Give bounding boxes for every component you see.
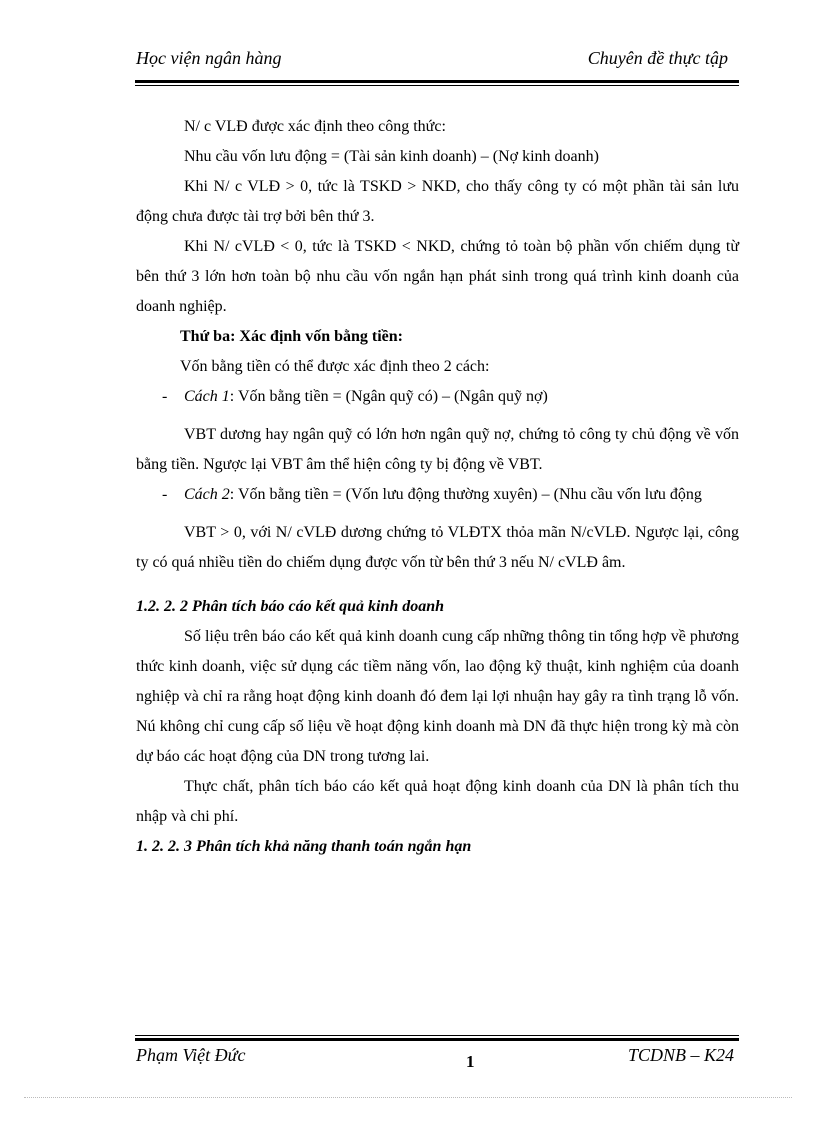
page-bottom-dotted-line: [24, 1097, 792, 1098]
footer-rule-thin: [135, 1035, 739, 1036]
section-heading: 1. 2. 2. 3 Phân tích khả năng thanh toán ngắn hạn: [136, 838, 472, 855]
header-right: Chuyên đề thực tập: [587, 48, 728, 68]
paragraph: Khi N/ cVLĐ < 0, tức là TSKD < NKD, chứng tỏ toàn bộ phần vốn chiếm dụng từ bên thứ 3 lớn hơn toàn bộ nhu cầu vốn ngắn hạn phát sinh trong quá trình kinh doanh của doanh nghiệp.: [136, 238, 739, 315]
section-heading: 1.2. 2. 2 Phân tích báo cáo kết quả kinh doanh: [136, 598, 445, 615]
header-rule-thick: [135, 80, 739, 83]
paragraph: N/ c VLĐ được xác định theo công thức:: [184, 118, 446, 135]
paragraph: Vốn bằng tiền có thể được xác định theo 2 cách:: [180, 358, 490, 375]
page-number: 1: [466, 1052, 475, 1071]
paragraph: Thực chất, phân tích báo cáo kết quả hoạt động kinh doanh của DN là phân tích thu nhập và chi phí.: [136, 778, 739, 825]
footer-left: Phạm Việt Đức: [136, 1045, 246, 1065]
list-item-cach-2: [136, 480, 739, 510]
cach-1-label: Cách 1: [184, 388, 230, 405]
paragraph: Khi N/ c VLĐ > 0, tức là TSKD > NKD, cho thấy công ty có một phần tài sản lưu động chưa được tài trợ bởi bên thứ 3.: [136, 178, 739, 225]
paragraph: VBT > 0, với N/ cVLĐ dương chứng tỏ VLĐTX thỏa mãn N/cVLĐ. Ngược lại, công ty có quá nhiều tiền do chiếm dụng được vốn từ bên thứ 3 nếu N/ cVLĐ âm.: [136, 524, 739, 571]
body-text: [136, 112, 739, 862]
paragraph: Nhu cầu vốn lưu động = (Tài sản kinh doanh) – (Nợ kinh doanh): [184, 148, 599, 165]
list-dash: -: [162, 388, 168, 405]
list-item-cach-1: [136, 382, 739, 412]
paragraph: VBT dương hay ngân quỹ có lớn hơn ngân quỹ nợ, chứng tỏ công ty chủ động về vốn bằng tiền. Ngược lại VBT âm thể hiện công ty bị động về VBT.: [136, 426, 739, 473]
cach-2-text: : Vốn bằng tiền = (Vốn lưu động thường xuyên) – (Nhu cầu vốn lưu động: [229, 486, 702, 503]
footer-rule-thick: [135, 1038, 739, 1041]
header-left: Học viện ngân hàng: [136, 48, 282, 68]
cach-1-text: : Vốn bằng tiền = (Ngân quỹ có) – (Ngân quỹ nợ): [229, 388, 548, 405]
subheading: Thứ ba: Xác định vốn bằng tiền:: [180, 328, 403, 345]
header-rule-thin: [135, 85, 739, 86]
list-dash: -: [162, 486, 168, 503]
cach-2-label: Cách 2: [184, 486, 230, 503]
footer-right: TCDNB – K24: [627, 1045, 734, 1065]
paragraph: Số liệu trên báo cáo kết quả kinh doanh cung cấp những thông tin tổng hợp về phương thức kinh doanh, việc sử dụng các tiềm năng vốn, lao động kỹ thuật, kinh nghiệm của doanh nghiệp và chỉ ra rằng hoạt động kinh doanh đó đem lại lợi nhuận hay gây ra tình trạng lỗ vốn. Nú không chỉ cung cấp số liệu về hoạt động kinh doanh mà DN đã thực hiện trong kỳ mà còn dự báo các hoạt động của DN trong tương lai.: [136, 628, 739, 765]
